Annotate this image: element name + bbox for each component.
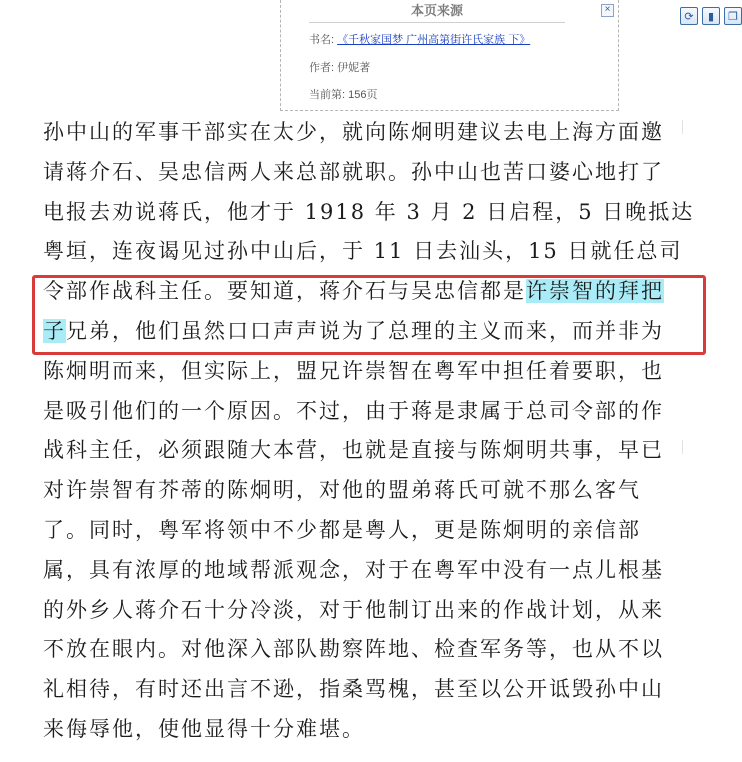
author-value: 伊妮著 — [337, 62, 371, 74]
text-line: 来侮辱他，使他显得十分难堪。 — [43, 716, 365, 741]
annotation-box — [32, 275, 706, 355]
copy-icon[interactable]: ❐ — [724, 7, 742, 25]
text-line: 粤垣，连夜谒见过孙中山后，于 11 日去汕头，15 日就任总司 — [43, 239, 683, 264]
text-line: 对许崇智有芥蒂的陈炯明，对他的盟弟蒋氏可就不那么客气 — [43, 478, 641, 503]
text-segment: 令部作战科主任。要知道，蒋介石与吴忠信都是 — [43, 279, 526, 304]
highlighted-text[interactable]: 子 — [43, 318, 66, 343]
margin-mark — [682, 120, 683, 134]
toolbar — [680, 7, 742, 25]
text-line: 礼相待，有时还出言不逊，指桑骂槐，甚至以公开诋毁孙中山 — [43, 677, 664, 702]
highlighted-text[interactable]: 许崇智的拜把 — [526, 279, 664, 304]
close-icon[interactable]: × — [601, 4, 614, 17]
author-label: 作者: — [309, 62, 335, 74]
page-text — [43, 113, 703, 750]
text-line: 不放在眼内。对他深入部队勘察阵地、检查军务等，也从不以 — [43, 637, 664, 662]
text-segment: 兄弟，他们虽然口口声声说为了总理的主义而来，而并非为 — [66, 318, 664, 343]
refresh-icon[interactable]: ⟳ — [680, 7, 698, 25]
text-line: 了。同时，粤军将领中不少都是粤人，更是陈炯明的亲信部 — [43, 517, 641, 542]
bookmark-icon[interactable]: ▮ — [702, 7, 720, 25]
text-line: 请蒋介石、吴忠信两人来总部就职。孙中山也苦口婆心地打了 — [43, 159, 664, 184]
page-row — [309, 86, 377, 102]
margin-mark — [682, 440, 683, 454]
text-line: 孙中山的军事干部实在太少，就向陈炯明建议去电上海方面邀 — [43, 120, 664, 144]
text-line: 电报去劝说蒋氏，他才于 1918 年 3 月 2 日启程，5 日晚抵达 — [43, 199, 695, 224]
text-line: 是吸引他们的一个原因。不过，由于蒋是隶属于总司令部的作 — [43, 398, 664, 423]
page-label: 当前第: — [309, 89, 346, 101]
text-line: 战科主任，必须跟随大本营，也就是直接与陈炯明共事，早已 — [43, 438, 664, 463]
text-line: 的外乡人蒋介石十分冷淡，对于他制订出来的作战计划，从来 — [43, 597, 664, 622]
text-line: 陈炯明而来，但实际上，盟兄许崇智在粤军中担任着要职，也 — [43, 358, 664, 383]
source-panel — [280, 0, 619, 111]
text-line: 属，具有浓厚的地域帮派观念，对于在粤军中没有一点儿根基 — [43, 557, 664, 582]
book-row — [309, 31, 530, 47]
book-title-link[interactable]: 《千秋家国梦 广州高第街许氏家族 下》 — [337, 34, 531, 46]
page-value: 156页 — [348, 89, 378, 101]
author-row — [309, 59, 370, 75]
book-label: 书名: — [309, 34, 335, 46]
source-panel-title: 本页来源 — [309, 2, 565, 23]
